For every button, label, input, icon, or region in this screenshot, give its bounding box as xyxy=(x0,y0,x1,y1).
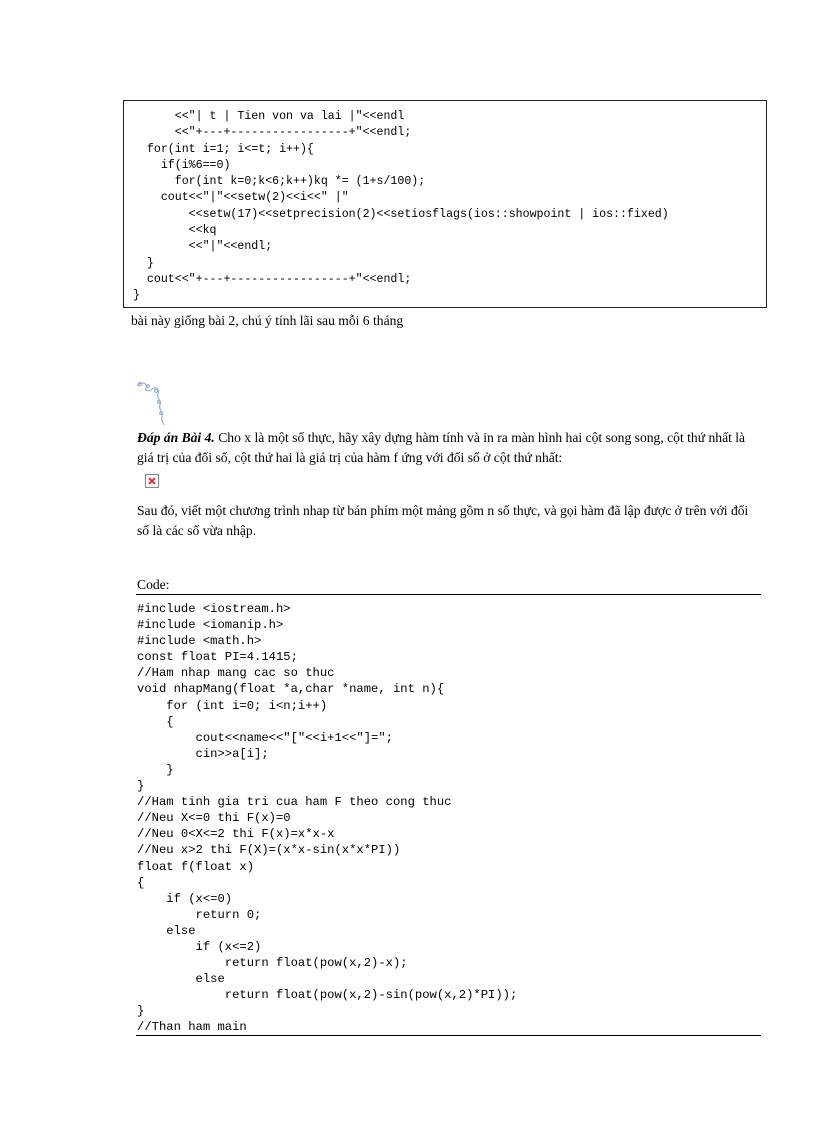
answer-paragraph xyxy=(137,428,761,468)
paragraph-2: Sau đó, viết một chương trình nhap từ bán phím một mảng gồm n số thực, và gọi hàm đã lập được ở trên với đối số là các số vừa nhập. xyxy=(137,503,749,538)
code-box xyxy=(123,100,767,308)
broken-image-icon xyxy=(145,474,159,488)
note-text: bài này giống bài 2, chú ý tính lãi sau mỗi 6 tháng xyxy=(131,313,404,328)
answer-text: Cho x là một số thực, hãy xây dựng hàm tính và in ra màn hình hai cột song song, cột thứ nhất là giá trị của đối số, cột thứ hai là giá trị của hàm f ứng với đối số ở cột thứ nhất: xyxy=(137,430,746,465)
code-listing: #include <iostream.h> #include <iomanip.h> #include <math.h> const float PI=4.1415; //Ham nhap mang cac so thuc void nhapMang(float *a,char *name, int n){ for (int i=0; i<n;i++) { cout<<name<<"["<<i+1<<"]="; cin>>a[i]; } } //Ham tinh gia tri cua ham F theo cong thuc //Neu X<=0 thi F(x)=0 //Neu 0<X<=2 thi F(x)=x*x-x //Neu x>2 thi F(X)=(x*x-sin(x*x*PI)) float f(float x) { if (x<=0) return 0; else if (x<=2) return float(pow(x,2)-x); else return float(pow(x,2)-sin(pow(x,2)*PI)); } //Than ham main xyxy=(137,602,518,1035)
code-top-rule xyxy=(136,594,761,595)
code-box-text: <<"| t | Tien von va lai |"<<endl <<"+---+-----------------+"<<endl; for(int i=1; i<=t; i++){ if(i%6==0) for(int k=0;k<6;k++)kq *= (1+s/100); cout<<"|"<<setw(2)<<i<<" |" <<setw(17)<<setprecision(2)<<setiosflags(ios::showpoint | ios::fixed) <<kq <<"|"<<endl; } cout<<"+---+-----------------+"<<endl; } xyxy=(133,110,669,303)
answer-heading: Đáp án Bài 4. xyxy=(137,430,215,445)
curly-ornament-icon xyxy=(134,378,170,426)
code-bottom-rule xyxy=(136,1035,761,1036)
code-label: Code: xyxy=(137,577,170,592)
